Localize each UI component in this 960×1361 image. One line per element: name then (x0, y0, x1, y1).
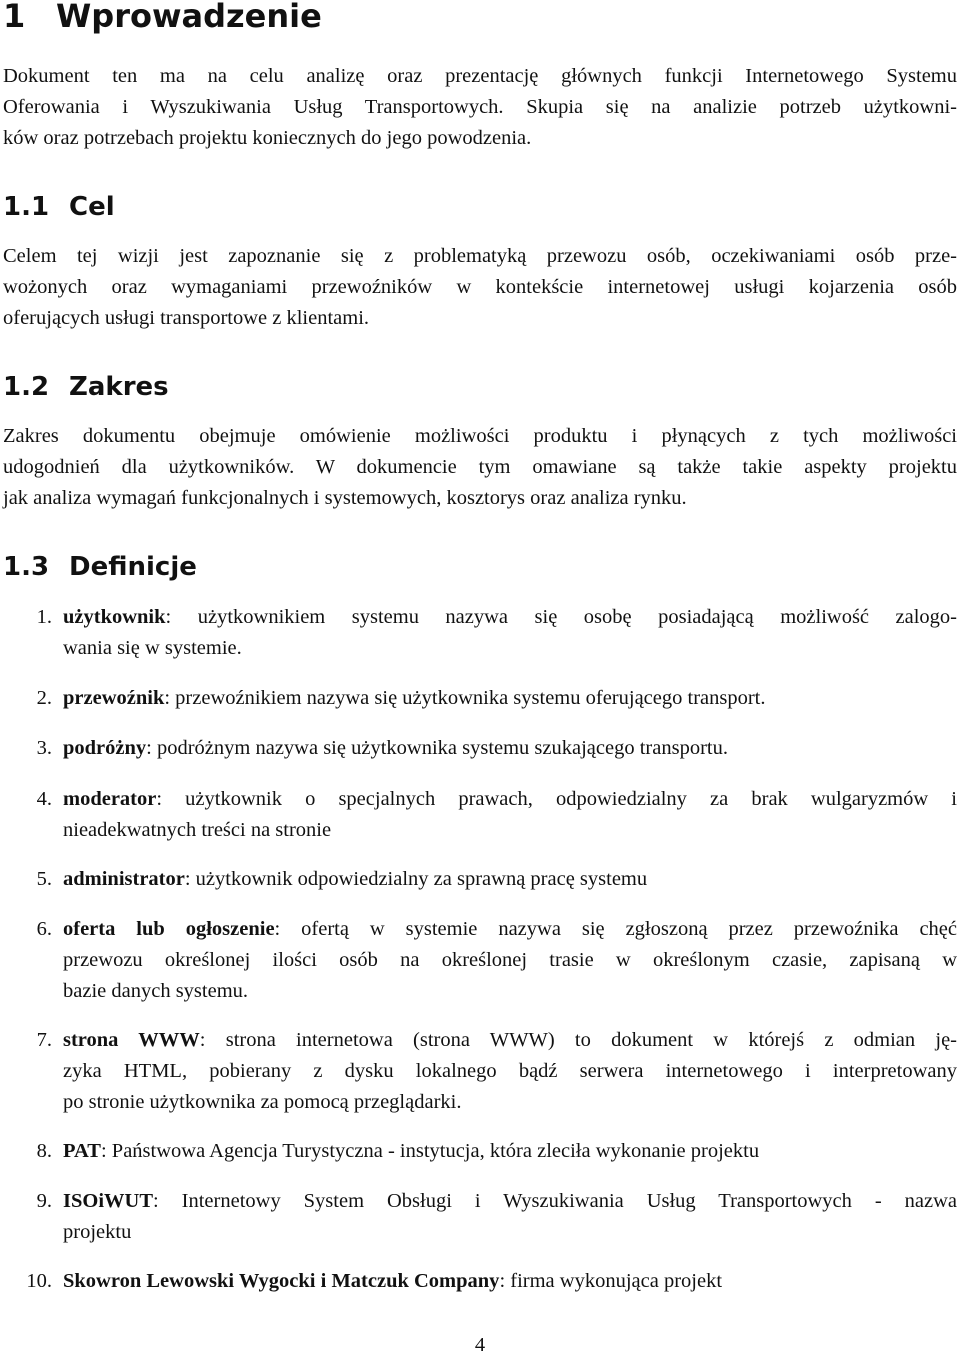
subsection-title: Cel (69, 192, 115, 222)
paragraph-line: udogodnień dla użytkowników. W dokumencie tym omawiane są także takie aspekty projektu (3, 456, 957, 478)
definition-line (63, 914, 957, 945)
definition-text: : przewoźnikiem nazywa się użytkownika systemu oferującego transport. (164, 687, 766, 709)
subsection-heading-zakres (3, 371, 169, 403)
paragraph-line: Celem tej wizji jest zapoznanie się z problematyką przewozu osób, oczekiwaniami osób prze- (3, 245, 957, 267)
definition-line: zyka HTML, pobierany z dysku lokalnego bądź serwera internetowego i interpretowany (63, 1060, 957, 1082)
definition-line (63, 784, 957, 815)
definition-term: użytkownik (63, 606, 166, 628)
paragraph-line: Oferowania i Wyszukiwania Usług Transportowych. Skupia się na analizie potrzeb użytkowni- (3, 96, 957, 118)
cel-paragraph (3, 241, 957, 334)
definition-item (0, 733, 957, 764)
item-marker: 10. (26, 1270, 52, 1292)
subsection-title: Definicje (69, 552, 197, 582)
definition-text: : użytkownik o specjalnych prawach, odpowiedzialny za brak wulgaryzmów i (156, 788, 957, 810)
item-marker: 3. (36, 737, 52, 759)
page-number: 4 (474, 1334, 486, 1356)
definition-line (63, 733, 957, 764)
definition-text: : podróżnym nazywa się użytkownika systemu szukającego transportu. (146, 737, 728, 759)
subsection-title: Zakres (69, 372, 169, 402)
section-title: Wprowadzenie (56, 0, 322, 35)
subsection-heading-cel (3, 191, 115, 223)
definition-term: przewoźnik (63, 687, 165, 709)
paragraph-line: Dokument ten ma na celu analizę oraz prezentację głównych funkcji Internetowego Systemu (3, 65, 957, 87)
definition-term: Skowron Lewowski Wygocki i Matczuk Company (63, 1270, 500, 1292)
definition-item (0, 914, 957, 1007)
definition-text: : użytkownikiem systemu nazywa się osobę posiadającą możliwość zalogo- (165, 606, 957, 628)
paragraph-line: jak analiza wymagań funkcjonalnych i systemowych, kosztorys oraz analiza rynku. (3, 487, 687, 509)
definition-text: : użytkownik odpowiedzialny za sprawną pracę systemu (184, 868, 648, 890)
definition-term: administrator (63, 868, 185, 890)
definition-line (63, 683, 957, 714)
item-marker: 4. (36, 788, 52, 810)
definition-item (0, 602, 957, 664)
definition-item (0, 683, 957, 714)
definition-line (63, 1266, 957, 1297)
definition-term: oferta lub ogłoszenie (63, 918, 275, 940)
definition-line: przewozu określonej ilości osób na określonej trasie w określonym czasie, zapisaną w (63, 949, 957, 971)
section-number: 1 (3, 0, 26, 35)
zakres-paragraph (3, 421, 957, 514)
definition-term: podróżny (63, 737, 147, 759)
section-heading (3, 0, 322, 36)
subsection-number: 1.3 (3, 552, 50, 582)
subsection-number: 1.1 (3, 192, 50, 222)
intro-paragraph (3, 61, 957, 154)
definition-line: nieadekwatnych treści na stronie (63, 819, 332, 841)
paragraph-line: wożonych oraz wymaganiami przewoźników w kontekście internetowej usługi kojarzenia osób (3, 276, 957, 298)
definition-line: bazie danych systemu. (63, 980, 249, 1002)
definition-item (0, 1186, 957, 1248)
paragraph-line: Zakres dokumentu obejmuje omówienie możliwości produktu i płynących z tych możliwości (3, 425, 957, 447)
definition-term: ISOiWUT (63, 1190, 153, 1212)
definition-term: PAT (63, 1140, 101, 1162)
paragraph-line: ków oraz potrzebach projektu koniecznych do jego powodzenia. (3, 127, 532, 149)
definition-item (0, 1136, 957, 1167)
definition-line: projektu (63, 1221, 132, 1243)
definition-line (63, 1136, 957, 1167)
definition-line (63, 1025, 957, 1056)
definition-term: strona WWW (63, 1029, 200, 1051)
item-marker: 7. (36, 1029, 52, 1051)
item-marker: 6. (36, 918, 52, 940)
definition-line: wania się w systemie. (63, 637, 242, 659)
definition-text: : ofertą w systemie nazywa się zgłoszoną przez przewoźnika chęć (274, 918, 957, 940)
item-marker: 9. (36, 1190, 52, 1212)
subsection-heading-definicje (3, 551, 197, 583)
definition-line (63, 864, 957, 895)
definition-text: : Internetowy System Obsługi i Wyszukiwania Usług Transportowych - nazwa (153, 1190, 957, 1212)
definition-term: moderator (63, 788, 157, 810)
item-marker: 2. (36, 687, 52, 709)
definition-text: : Państwowa Agencja Turystyczna - instytucja, która zleciła wykonanie projektu (100, 1140, 760, 1162)
definition-line: po stronie użytkownika za pomocą przeglądarki. (63, 1091, 462, 1113)
definition-item (0, 784, 957, 846)
definition-item (0, 864, 957, 895)
item-marker: 8. (36, 1140, 52, 1162)
definition-text: : firma wykonująca projekt (499, 1270, 723, 1292)
subsection-number: 1.2 (3, 372, 50, 402)
item-marker: 1. (36, 606, 52, 628)
definition-line (63, 1186, 957, 1217)
definition-item (0, 1266, 957, 1297)
definition-text: : strona internetowa (strona WWW) to dokument w którejś z odmian ję- (199, 1029, 957, 1051)
definition-line (63, 602, 957, 633)
item-marker: 5. (36, 868, 52, 890)
paragraph-line: oferujących usługi transportowe z klientami. (3, 307, 370, 329)
definition-item (0, 1025, 957, 1118)
